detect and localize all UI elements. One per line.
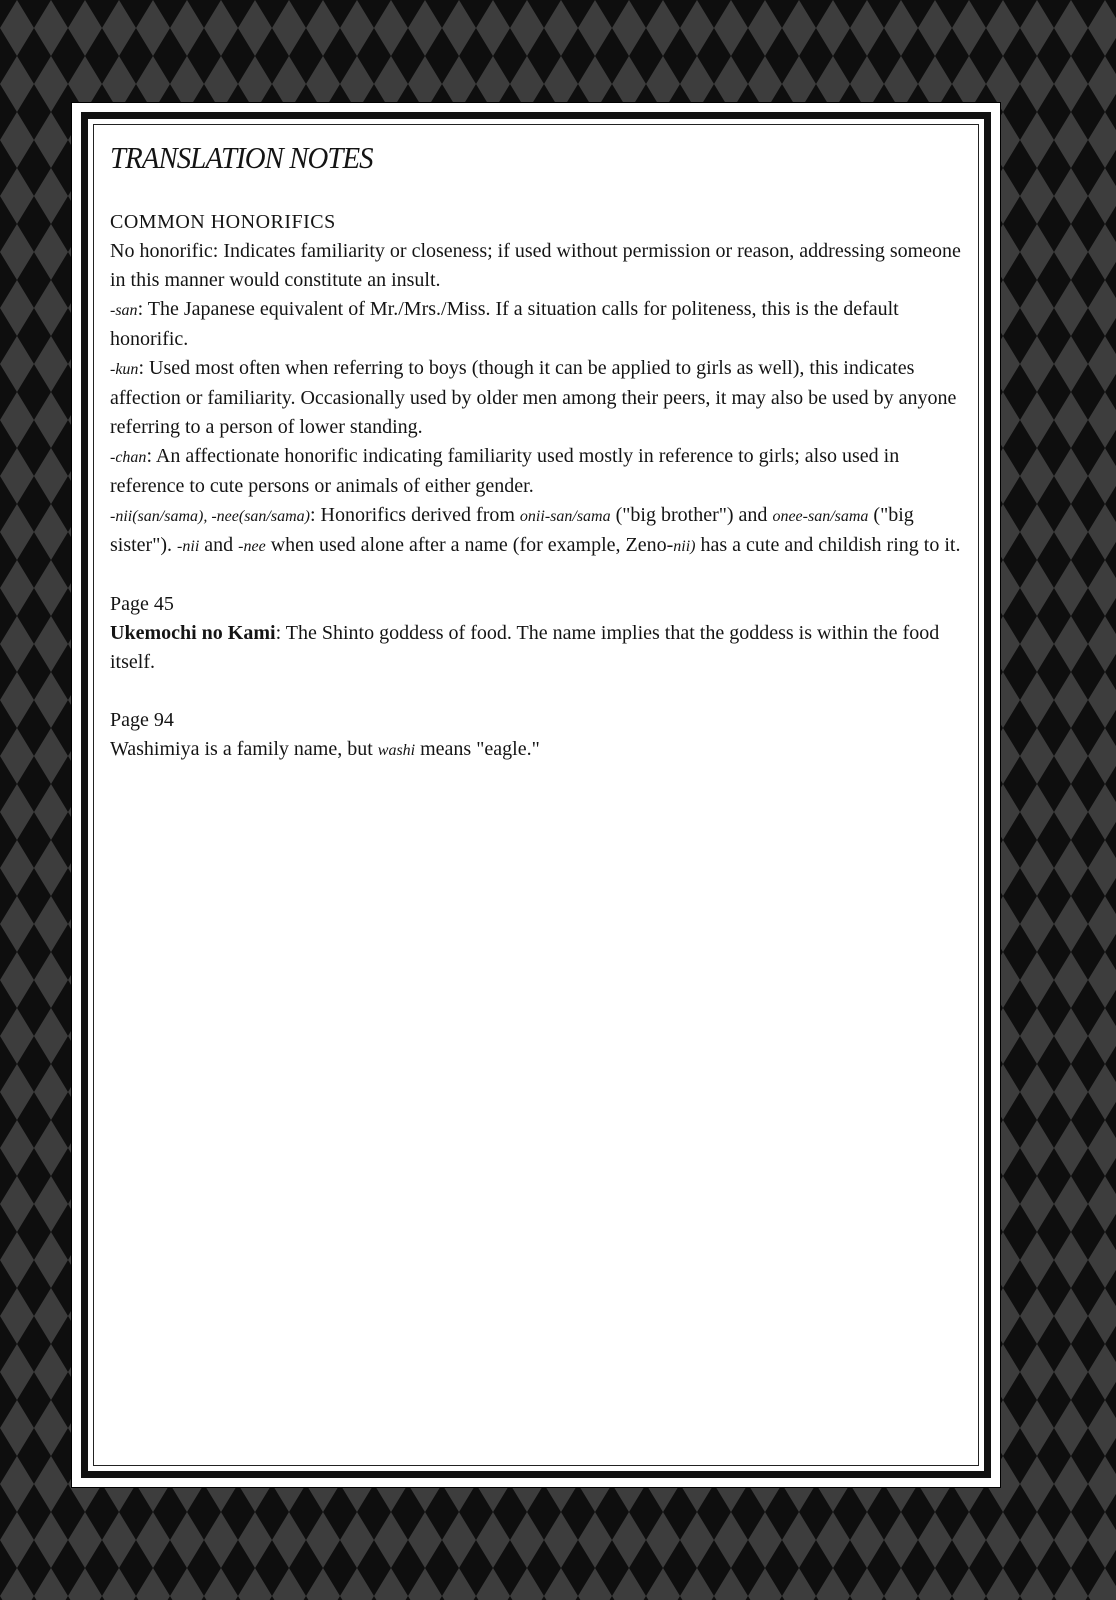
honorific-term: -nii(san/sama), -nee(san/sama) — [110, 508, 310, 525]
honorific-entry — [110, 237, 970, 295]
honorific-entry — [110, 442, 970, 501]
honorific-entry — [110, 354, 970, 442]
spacer — [110, 561, 970, 590]
text-span: ("big brother") and — [610, 504, 773, 526]
honorific-text: Used most often when referring to boys (though it can be applied to girls as well), this indicates affection or familiarity. Occasionally used by older men among their peers, it may also be used by anyone referring to a person of lower standing. — [110, 357, 957, 438]
italic-term: -nii — [177, 538, 200, 555]
text-span: when used alone after a name (for example, Zeno- — [265, 534, 674, 556]
honorific-entry — [110, 295, 970, 354]
honorifics-heading: COMMON HONORIFICS — [110, 211, 336, 233]
separator: : — [146, 445, 156, 467]
italic-term: -nee — [238, 538, 266, 555]
note-term: Ukemochi no Kami — [110, 622, 276, 644]
note-page-ref: Page 94 — [110, 709, 174, 731]
italic-term: washi — [377, 742, 416, 759]
note-entry — [110, 619, 970, 677]
honorific-text: The Japanese equivalent of Mr./Mrs./Miss. If a situation calls for politeness, this is the default honorific. — [110, 298, 899, 350]
notes-content — [110, 138, 970, 765]
note-text: Washimiya is a family name, but — [110, 738, 378, 760]
text-span: has a cute and childish ring to it. — [695, 534, 961, 556]
honorific-text: Indicates familiarity or closeness; if used without permission or reason, addressing someone in this manner would constitute an insult. — [110, 240, 961, 291]
honorific-entry-nii-nee — [110, 501, 970, 561]
honorific-term: -chan — [110, 449, 147, 466]
separator: : — [138, 357, 149, 379]
separator: : — [137, 298, 148, 320]
separator: : — [212, 240, 224, 262]
spacer — [110, 677, 970, 706]
note-page-ref: Page 45 — [110, 593, 174, 615]
italic-term: onee-san/sama — [772, 508, 869, 525]
text-span: ("big sister"). — [110, 504, 914, 556]
text-span: and — [199, 534, 239, 556]
italic-term: nii) — [673, 538, 696, 555]
note-entry — [110, 735, 970, 765]
text-span: : Honorifics derived from — [309, 504, 520, 526]
note-text: means "eagle." — [415, 738, 540, 760]
page-title: TRANSLATION NOTES — [110, 140, 373, 175]
note-text: : The Shinto goddess of food. The name implies that the goddess is within the food itself. — [110, 622, 940, 673]
honorific-term: No honorific — [110, 240, 213, 262]
italic-term: onii-san/sama — [519, 508, 611, 525]
honorific-text: An affectionate honorific indicating familiarity used mostly in reference to girls; also used in reference to cute persons or animals of either gender. — [110, 445, 900, 497]
honorific-term: -san — [110, 302, 138, 319]
honorific-term: -kun — [110, 361, 139, 378]
